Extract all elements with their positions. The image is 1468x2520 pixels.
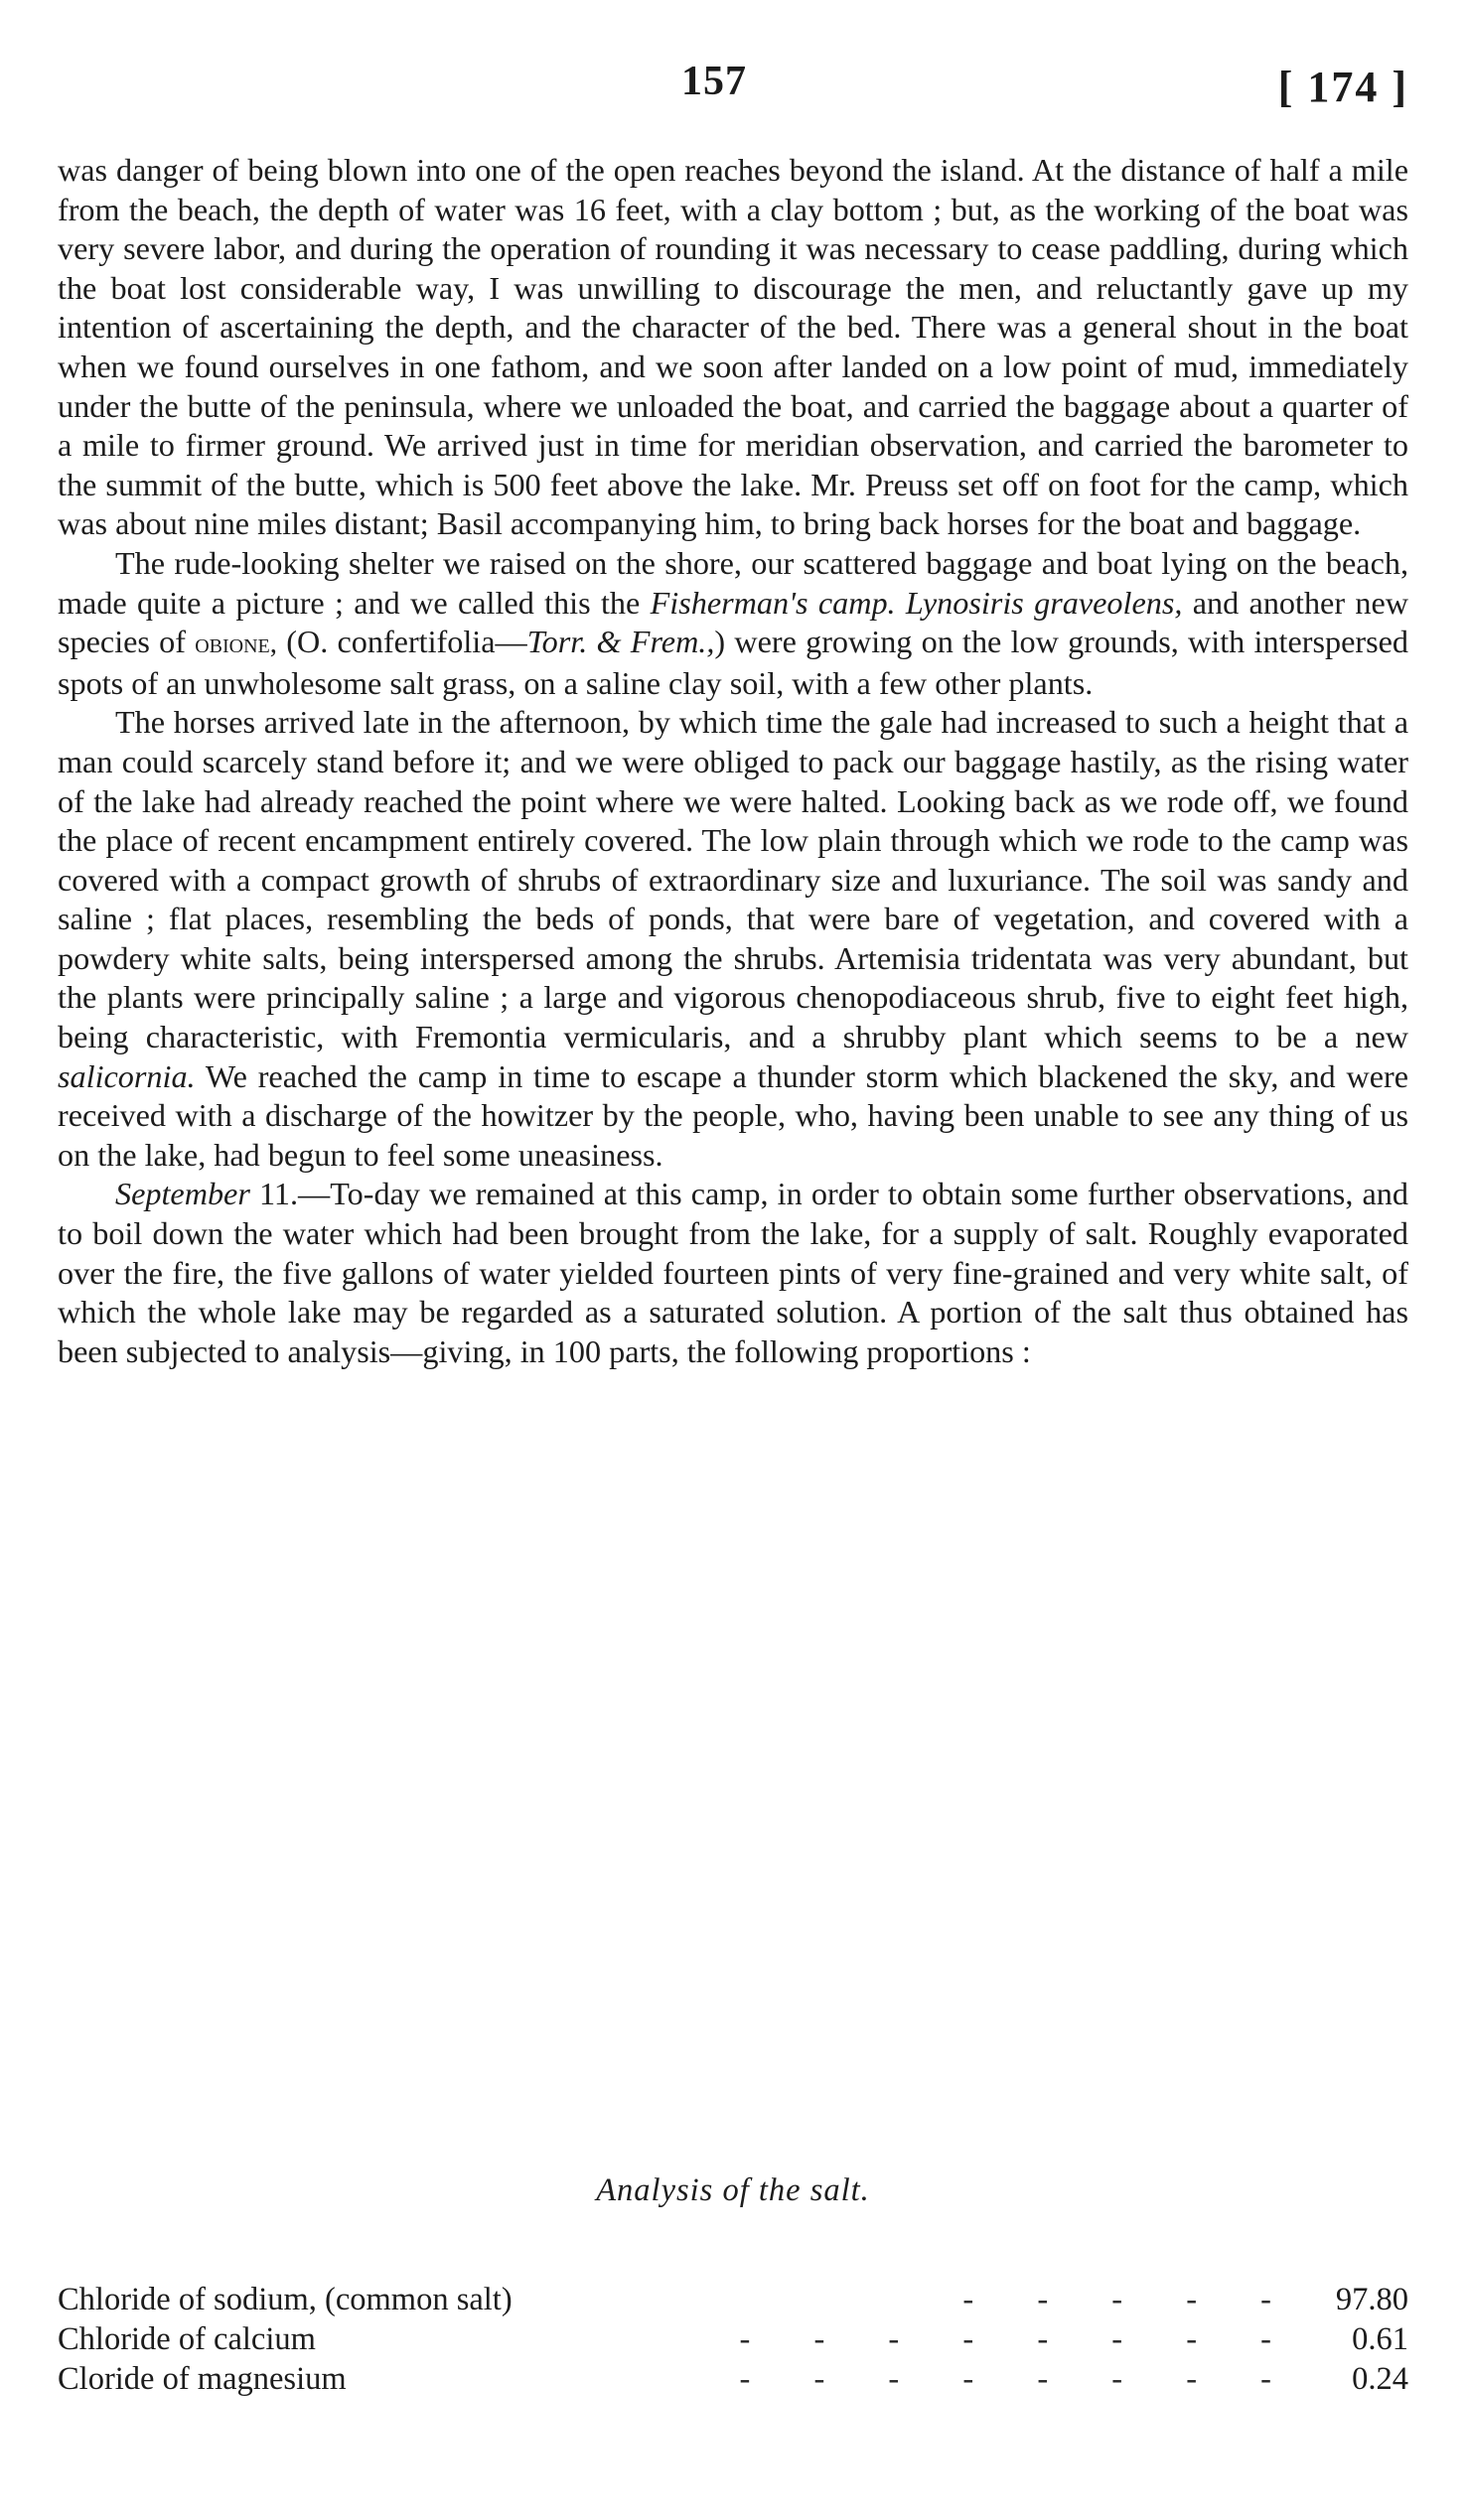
dot-leader: - - - - - - - - <box>739 2321 1299 2357</box>
paragraph-2 <box>58 544 1408 703</box>
dot-leader: - - - - - <box>962 2282 1299 2317</box>
paragraph-2-text-e: ) were growing on the low grounds, with interspersed spots of an unwholesome salt grass, on a saline clay soil, with a few other plants. <box>58 624 1409 701</box>
paragraph-4-text-a: 11.—To-day we remained at this camp, in order to obtain some further observations, and to boil down the water which had been brought from the lake, for a supply of salt. Roughly evaporated over the fire, the five gallons of water yielded fourteen pints of very fine-grained and very white salt, of which the whole lake may be regarded as a saturated solution. A portion of the salt thus obtained has been subjected to analysis—giving, in 100 parts, the following proportions : <box>58 1176 1408 1369</box>
analysis-row <box>58 2359 1408 2399</box>
paragraph-2-text-a: The rude-looking shelter we raised on the shore, our scattered baggage and boat lying on the beach, made quite a picture ; and we called this the <box>58 544 1408 621</box>
paragraph-2-text-b <box>896 585 906 621</box>
paragraph-3-text-b: We reached the camp in time to escape a thunder storm which blackened the sky, and were received with a discharge of the howitzer by the people, who, having been unable to see any thing of us on the lake, had begun to feel some uneasiness. <box>58 1057 1408 1173</box>
lynosiris-italic: Lynosiris graveolens, <box>905 584 1183 621</box>
analysis-row <box>58 2280 1408 2319</box>
paragraph-3 <box>58 703 1408 1175</box>
compound-value: 97.80 <box>1335 2282 1408 2317</box>
paragraph-4 <box>58 1175 1408 1371</box>
obione-small-caps: obione, <box>195 628 278 660</box>
compound-value: 0.24 <box>1352 2361 1408 2397</box>
bracketed-page-number: [ 174 ] <box>1277 63 1408 111</box>
compound-value: 0.61 <box>1352 2321 1408 2357</box>
dot-leader: - - - - - - - - <box>739 2361 1299 2397</box>
analysis-title: Analysis of the salt. <box>596 2172 870 2208</box>
fishermans-camp-italic: Fisherman's camp. <box>650 584 896 621</box>
paragraph-2-text-d: (O. confertifolia— <box>277 624 527 660</box>
paragraph-1: was danger of being blown into one of the open reaches beyond the island. At the distance of half a mile from the beach, the depth of water was 16 feet, with a clay bottom ; but, as the working of the boat was very severe labor, and during the operation of rounding it was necessary to cease paddling, during which the boat lost considerable way, I was unwilling to discourage the men, and reluctantly gave up my intention of ascertaining the depth, and the character of the bed. There was a general shout in the boat when we found ourselves in one fathom, and we soon after landed on a low point of mud, immediately under the butte of the peninsula, where we unloaded the boat, and carried the baggage about a quarter of a mile to firmer ground. We arrived just in time for meridian observation, and carried the barometer to the summit of the butte, which is 500 feet above the lake. Mr. Preuss set off on foot for the camp, which was about nine miles distant; Basil accompanying him, to bring back horses for the boat and baggage. <box>58 152 1408 542</box>
paragraph-2-text-c: and another new species of <box>58 584 1409 660</box>
compound-name: Chloride of calcium <box>58 2321 316 2357</box>
compound-name: Cloride of magnesium <box>58 2361 347 2397</box>
page-number: 157 <box>681 59 747 104</box>
analysis-row <box>58 2319 1408 2359</box>
salicornia-italic: salicornia. <box>58 1057 196 1094</box>
torr-frem-italic: Torr. & Frem., <box>526 624 715 660</box>
body-text <box>58 151 1408 1371</box>
page-header <box>58 58 1408 127</box>
september-italic: September <box>115 1176 250 1212</box>
paragraph-3-text-a: The horses arrived late in the afternoon, by which time the gale had increased to such a height that a man could scarcely stand before it; and we were obliged to pack our baggage hastily, as the rising water of the lake had already reached the point where we were halted. Looking back as we rode off, we found the place of recent encampment entirely covered. The low plain through which we rode to the camp was covered with a compact growth of shrubs of extraordinary size and luxuriance. The soil was sandy and saline ; flat places, resembling the beds of ponds, that were bare of vegetation, and covered with a powdery white salts, being interspersed among the shrubs. Artemisia tridentata was very abundant, but the plants were principally saline ; a large and vigorous chenopodiaceous shrub, five to eight feet high, being characteristic, with Fremontia vermicularis, and a shrubby plant which seems to be a new <box>58 704 1408 1055</box>
compound-name: Chloride of sodium, (common salt) <box>58 2282 513 2317</box>
analysis-table <box>58 2280 1408 2399</box>
